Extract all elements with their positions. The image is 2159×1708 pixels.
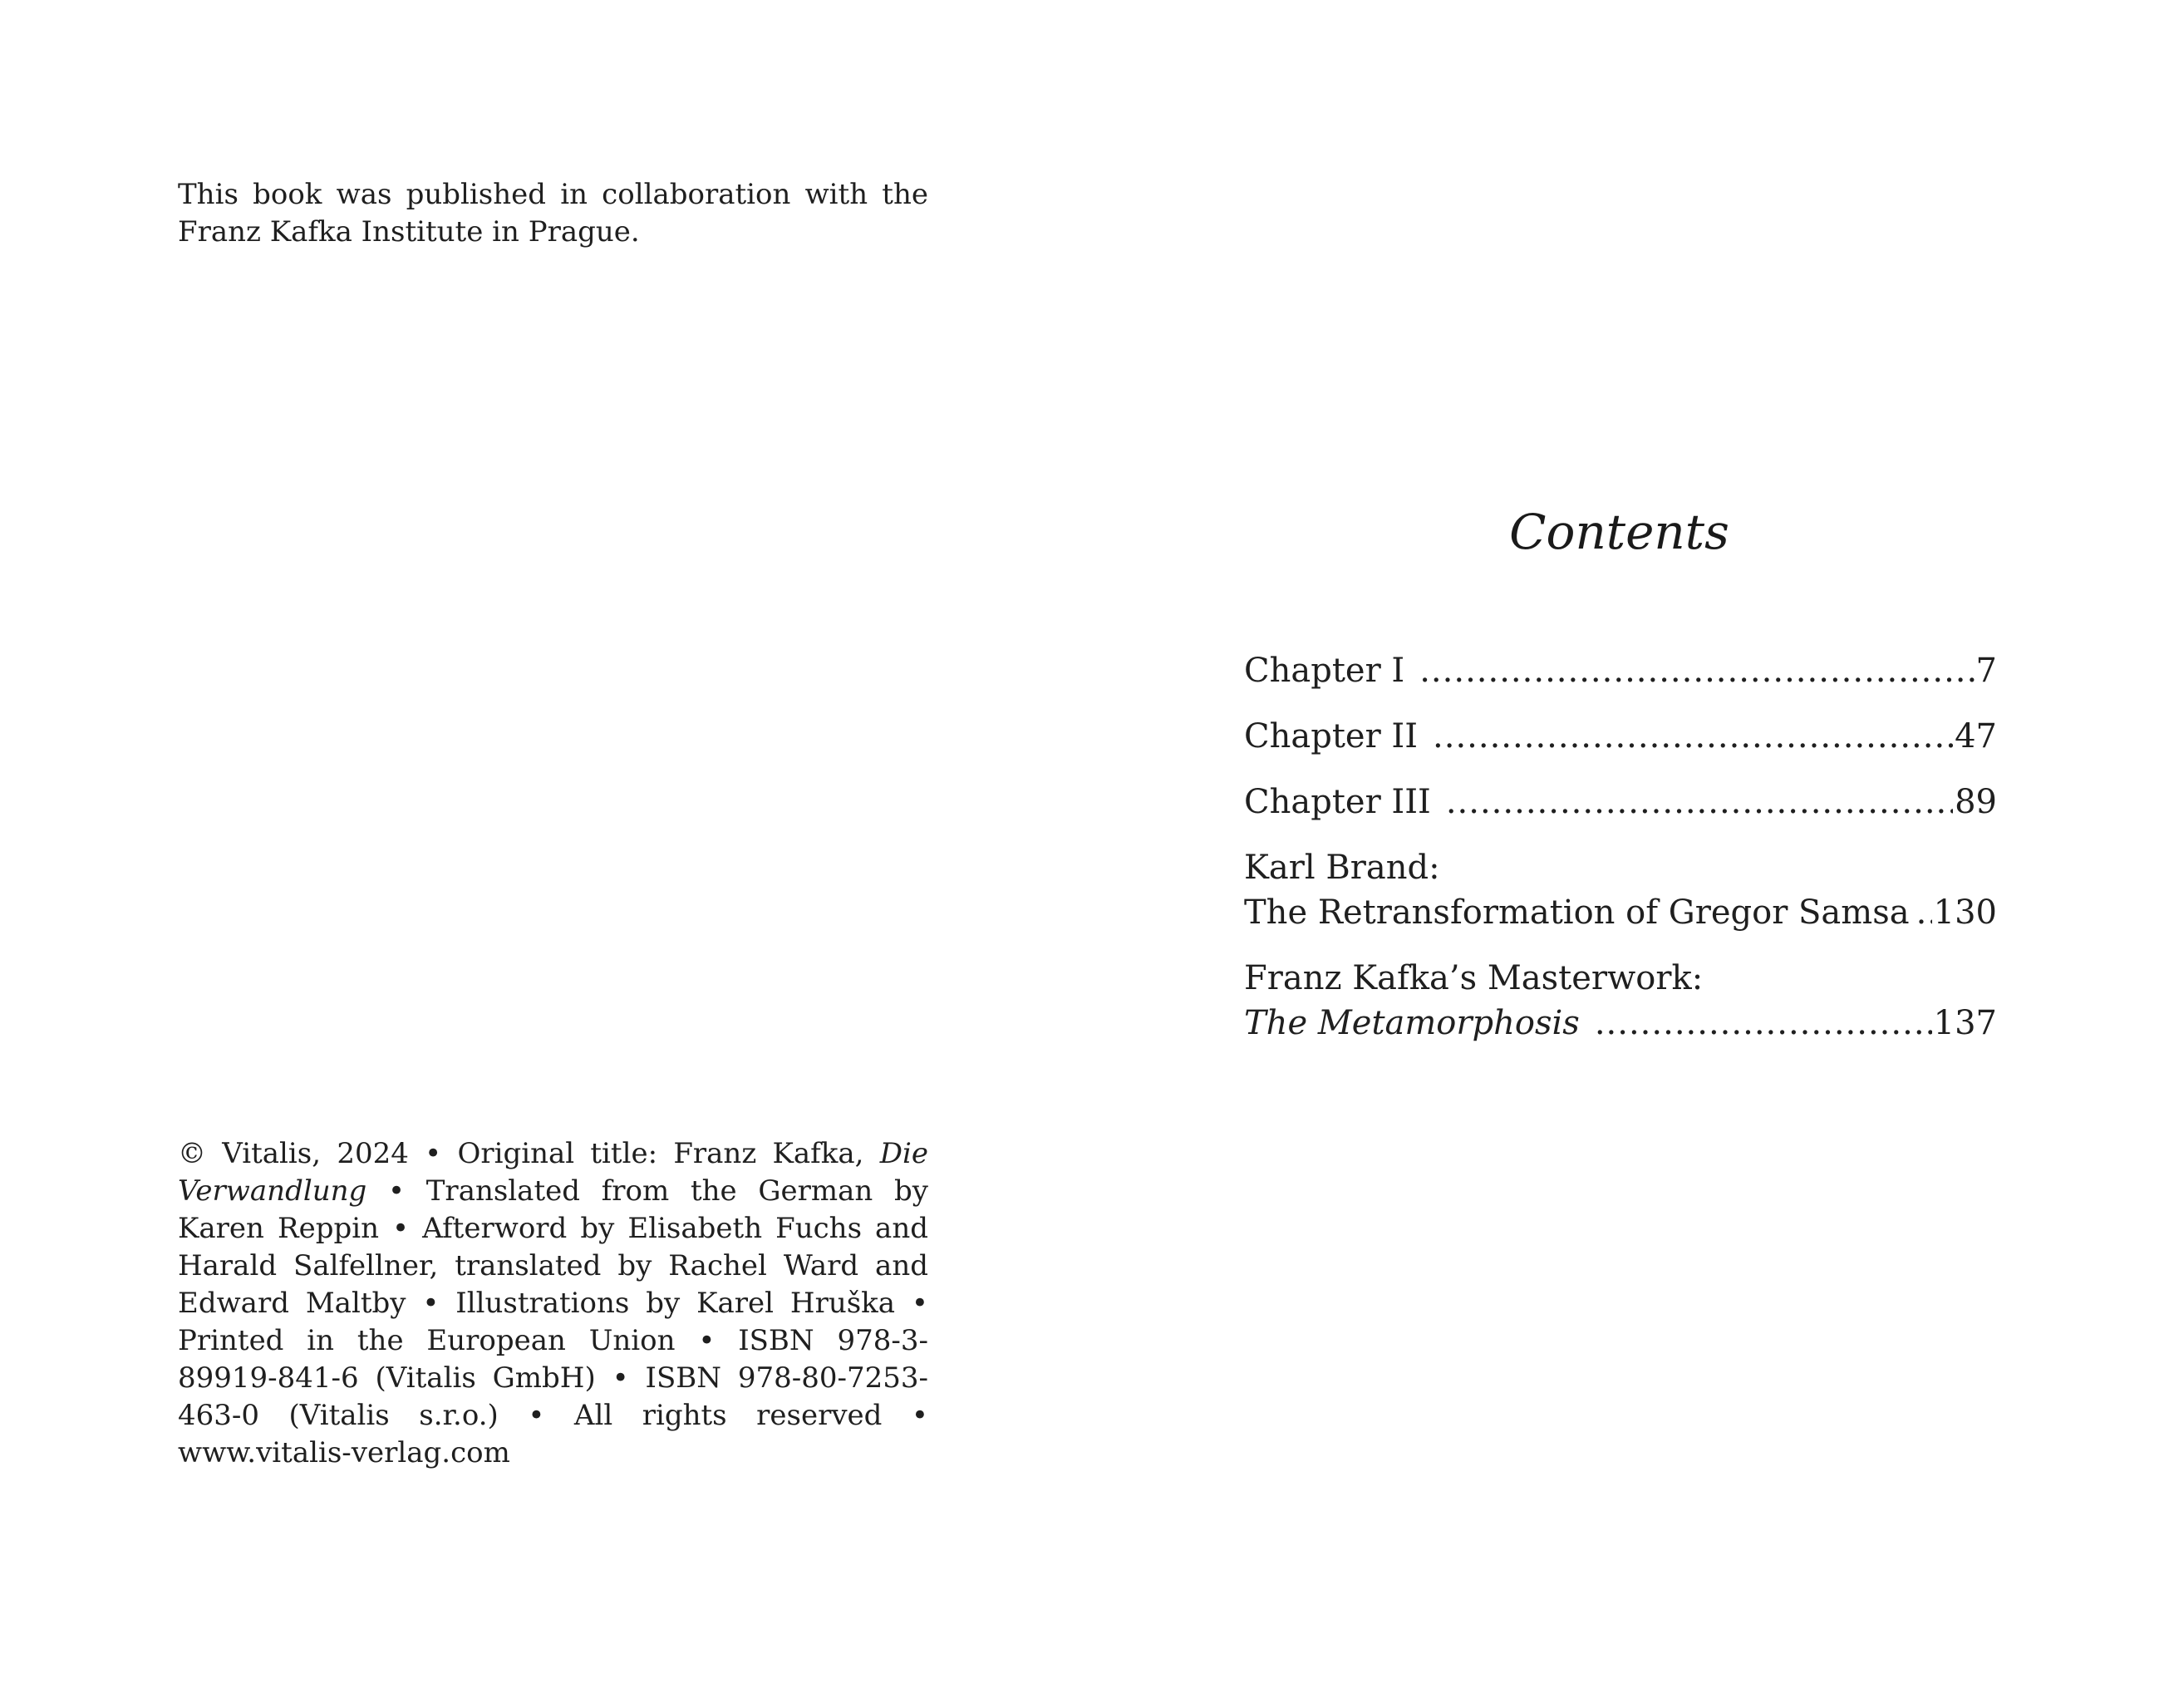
original-title: Die Verwandlung [178,1137,928,1208]
toc-entry-chapter-1[interactable] [1244,648,1997,693]
toc-label: Chapter I [1244,652,1405,690]
toc-author: Franz Kafka’s Masterwork: [1244,959,1704,997]
toc-entry-chapter-2[interactable] [1244,714,1997,759]
toc-page-number: 47 [1955,717,1997,756]
toc-label: Chapter III [1244,783,1431,821]
colophon-part-1: © Vitalis, 2024 • Original title: Franz Kafka, [178,1137,880,1170]
toc-page-number: 7 [1975,652,1997,690]
toc-entry-retransformation[interactable] [1244,845,1997,935]
toc-page-number: 137 [1933,1004,1997,1042]
toc-page-number: 130 [1933,893,1997,932]
dot-leader [1595,1001,1932,1046]
toc-author: Karl Brand: [1244,849,1440,887]
toc-entry-masterwork[interactable] [1244,956,1997,1046]
contents-title: Contents [1509,504,1729,560]
collaboration-note: This book was published in collaboration with the Franz Kafka Institute in Prague. [178,178,928,249]
table-of-contents [1244,648,1997,1066]
colophon [178,1135,928,1472]
toc-label: Chapter II [1244,717,1419,756]
toc-page-number: 89 [1955,783,1997,821]
dot-leader [1446,780,1953,824]
toc-label: The Retransformation of Gregor Samsa [1244,893,1910,932]
dot-leader [1916,890,1932,935]
colophon-part-2: • Translated from the German by Karen Reppin • Afterword by Elisabeth Fuchs and Harald Salfellner, translated by Rachel Ward and Edward Maltby • Illustrations by Karel Hruška • Printed in the European Union • ISBN 978-3-89919-841-6 (Vitalis GmbH) • ISBN 978-80-7253-463-0 (Vitalis s.r.o.) • All rights reserved • www.vitalis-verlag.com [178,1174,928,1469]
dot-leader [1419,648,1974,693]
toc-entry-chapter-3[interactable] [1244,780,1997,824]
right-page [1080,0,2159,1708]
dot-leader [1433,714,1953,759]
toc-label: The Metamorphosis [1244,1004,1580,1042]
